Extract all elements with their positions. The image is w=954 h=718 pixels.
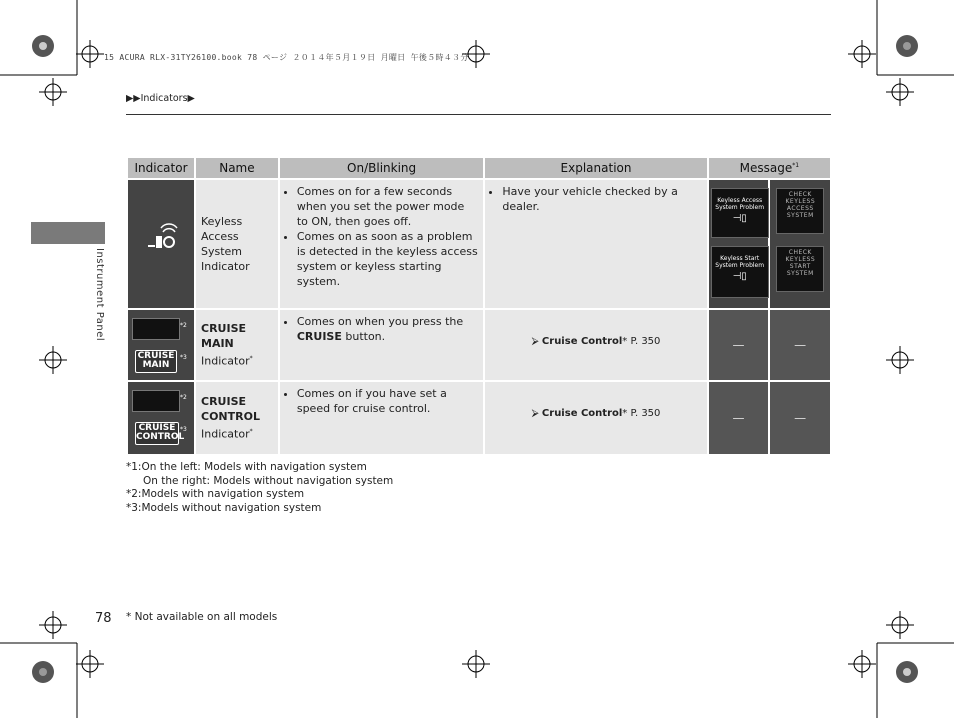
footnote-mark: *3 (180, 354, 187, 361)
cruise-main-explanation (485, 310, 706, 380)
cruise-control-indicator-cell (128, 382, 194, 454)
message-screen: Keyless Start System Problem ⊣▯ (711, 246, 769, 298)
cruise-main-on-blinking (280, 310, 484, 380)
cruise-control-link[interactable]: ⮚ Cruise Control* P. 350 (531, 408, 661, 419)
keyless-access-icon (128, 180, 194, 304)
keyless-explanation (485, 180, 706, 308)
cruise-main-indicator-cell (128, 310, 194, 380)
file-header: 15 ACURA RLX-31TY26100.book 78 ページ ２０１４年５月１９日 月曜日 午後５時４３分 (104, 53, 469, 62)
footnote-mark: *2 (180, 394, 187, 401)
note-line: *1:On the left: Models with navigation system (126, 461, 367, 473)
col-message: Message$^{*1}$ (709, 158, 830, 178)
cruise-control-link[interactable]: ⮚ Cruise Control* P. 350 (531, 336, 661, 347)
cruise-main-name: CRUISE MAIN Indicator* (196, 310, 278, 380)
keyless-on-blinking (280, 180, 484, 308)
section-label: Instrument Panel (94, 248, 105, 342)
message-screen: Keyless Access System Problem ⊣▯ (711, 188, 769, 238)
footnote-mark: *2 (180, 322, 187, 329)
list-item: • Comes on as soon as a problem is detected in the keyless access system or keyless starting system. (297, 229, 479, 289)
footnote-mark: *3 (180, 426, 187, 433)
table-notes (126, 461, 393, 515)
col-indicator: Indicator (128, 158, 194, 178)
note-line: On the right: Models without navigation system (143, 474, 394, 487)
note-line: *3:Models without navigation system (126, 501, 322, 514)
header-rule (126, 114, 831, 115)
footnote: * Not available on all models (126, 611, 278, 623)
list-item: • Have your vehicle checked by a dealer. (502, 184, 701, 214)
nav-indicator-image (132, 390, 180, 412)
keyless-name: Keyless Access System Indicator (196, 180, 278, 308)
list-item: • Comes on for a few seconds when you set the power mode to ON, then goes off. (297, 184, 479, 229)
cruise-control-on-blinking (280, 382, 484, 454)
cruise-control-icon: CRUISE CONTROL (135, 422, 179, 445)
breadcrumb[interactable]: ▶▶Indicators▶ (126, 93, 195, 104)
message-non-nav-cell (770, 180, 830, 308)
message-dash: — (770, 310, 830, 380)
arrow-link-icon: ⮚ (531, 408, 539, 419)
nav-indicator-image (132, 318, 180, 340)
section-tab (31, 222, 105, 244)
message-dash: — (709, 310, 769, 380)
message-nav-cell (709, 180, 769, 308)
message-screen: CHECK KEYLESS ACCESS SYSTEM (776, 188, 824, 234)
col-explanation: Explanation (485, 158, 706, 178)
indicator-table (126, 156, 832, 456)
cruise-main-icon: CRUISE MAIN (135, 350, 177, 373)
message-screen: CHECK KEYLESS START SYSTEM (776, 246, 824, 292)
table-row (128, 310, 830, 380)
list-item: • Comes on if you have set a speed for cruise control. (297, 386, 479, 416)
message-dash: — (770, 382, 830, 454)
table-row (128, 180, 830, 308)
col-name: Name (196, 158, 278, 178)
message-dash: — (709, 382, 769, 454)
keyless-indicator-cell (128, 180, 194, 308)
page-number: 78 (95, 611, 112, 626)
table-row (128, 382, 830, 454)
note-line: *2:Models with navigation system (126, 488, 305, 500)
arrow-link-icon: ⮚ (531, 336, 539, 347)
list-item: • Comes on when you press the CRUISE button. (297, 314, 479, 344)
cruise-control-explanation (485, 382, 706, 454)
cruise-control-name: CRUISE CONTROL Indicator* (196, 382, 278, 454)
col-on-blinking: On/Blinking (280, 158, 484, 178)
